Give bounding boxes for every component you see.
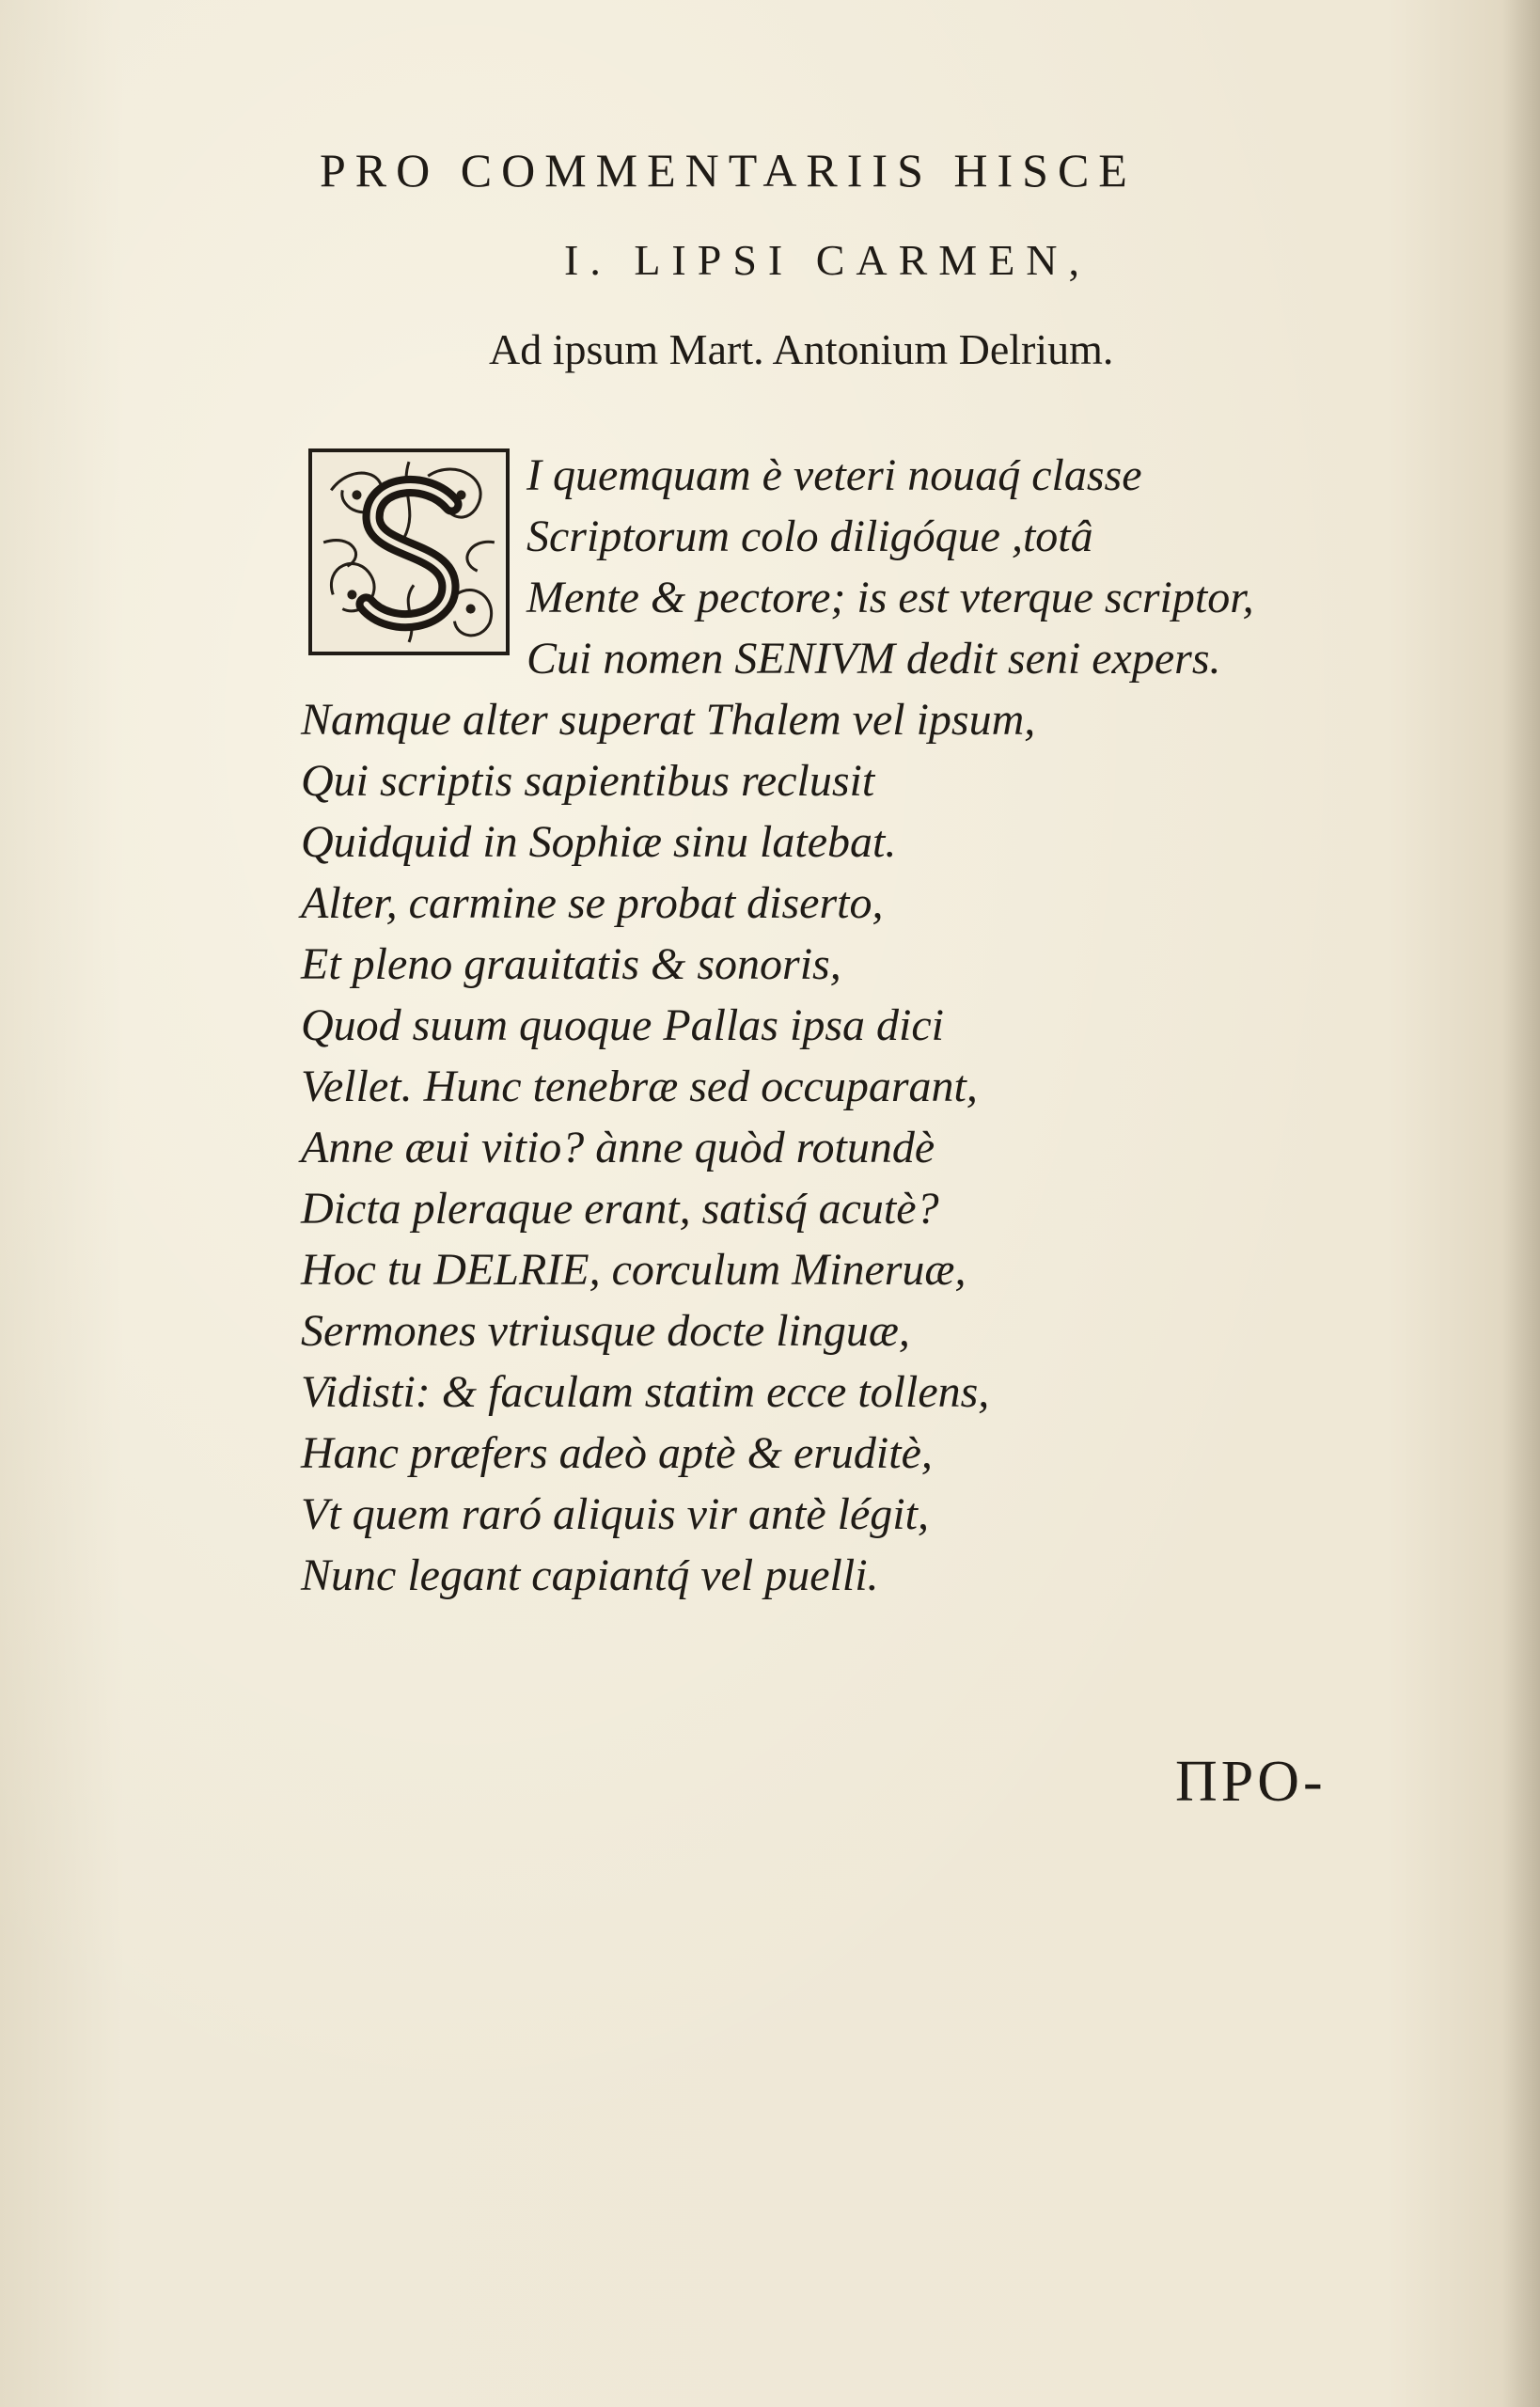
dropcap-letter: S bbox=[219, 357, 220, 359]
poem-line: Anne æui vitio? ànne quòd rotundè bbox=[301, 1123, 935, 1172]
poem-line: I quemquam è veteri nouaq́ classe bbox=[526, 450, 1142, 500]
poem-line: Qui scriptis sapientibus reclusit bbox=[301, 756, 875, 806]
page-edge-shadow bbox=[1502, 0, 1540, 2407]
poem-line: Hoc tu DELRIE, corculum Mineruæ, bbox=[301, 1245, 966, 1295]
poem-line: Quod suum quoque Pallas ipsa dici bbox=[301, 1000, 944, 1050]
poem-line: Namque alter superat Thalem vel ipsum, bbox=[301, 695, 1036, 745]
decorated-initial-s bbox=[219, 357, 510, 655]
poem-line: Et pleno grauitatis & sonoris, bbox=[301, 939, 841, 989]
poem-line: Sermones vtriusque docte linguæ, bbox=[301, 1306, 910, 1356]
poem-line: Vellet. Hunc tenebræ sed occuparant, bbox=[301, 1062, 978, 1111]
poem-line: Cui nomen SENIVM dedit seni expers. bbox=[526, 634, 1221, 684]
page-title: PRO COMMENTARIIS HISCE bbox=[320, 144, 1137, 197]
catchword: ΠΡΟ- bbox=[1175, 1750, 1327, 1814]
poem-line: Hanc præfers adeò aptè & eruditè, bbox=[301, 1428, 933, 1478]
poem-line: Quidquid in Sophiæ sinu latebat. bbox=[301, 817, 897, 867]
page-subtitle: I. LIPSI CARMEN, bbox=[564, 236, 1092, 284]
poem-line: Alter, carmine se probat diserto, bbox=[301, 878, 884, 928]
poem-line: Vidisti: & faculam statim ecce tollens, bbox=[301, 1367, 990, 1417]
decorated-initial-art bbox=[219, 357, 506, 652]
poem-line: Mente & pectore; is est vterque scriptor, bbox=[526, 573, 1254, 622]
dedication-line: Ad ipsum Mart. Antonium Delrium. bbox=[489, 325, 1114, 373]
poem-line: Nunc legant capiantq́ vel puelli. bbox=[301, 1550, 879, 1600]
poem-line: Scriptorum colo diligóque ,totâ bbox=[526, 511, 1093, 561]
poem-line: Dicta pleraque erant, satisq́ acutè? bbox=[301, 1184, 939, 1234]
poem-line: Vt quem raró aliquis vir antè légit, bbox=[301, 1489, 929, 1539]
